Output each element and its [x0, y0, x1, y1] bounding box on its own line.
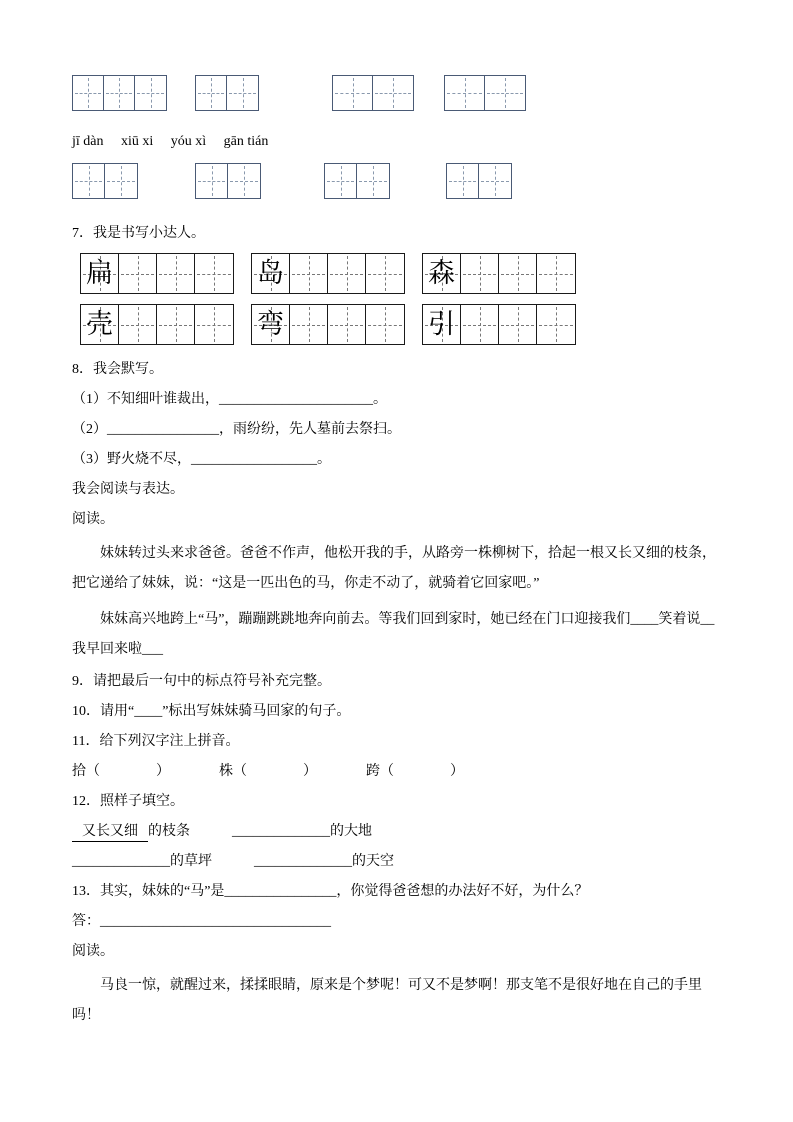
practice-cell	[499, 305, 537, 344]
writing-grid	[195, 163, 261, 199]
q13-label: 13．其实，妹妹的“马”是________________，你觉得爸爸想的办法好不好，为什么？	[72, 884, 589, 899]
q10-label: 10．请用“____”标出写妹妹骑马回家的句子。	[72, 704, 351, 719]
q12-suffix-branches: 的枝条	[148, 824, 190, 839]
model-character: 森	[428, 258, 455, 288]
practice-cell	[290, 305, 328, 344]
character-practice-grid	[251, 304, 405, 345]
reading1-label: 阅读。	[72, 512, 114, 527]
q7-label: 7．我是书写小达人。	[72, 226, 205, 241]
grid-cell	[445, 76, 485, 110]
practice-cell	[119, 305, 157, 344]
grid-cell	[73, 164, 105, 198]
grid-cell	[333, 76, 373, 110]
model-char-cell	[81, 305, 119, 344]
practice-cell	[328, 254, 366, 293]
practice-cell	[366, 254, 404, 293]
grid-cell	[485, 76, 525, 110]
grid-cell	[373, 76, 413, 110]
grid-cell	[228, 164, 260, 198]
practice-cell	[537, 305, 575, 344]
q12-blank-3: ______________	[254, 854, 352, 869]
q13-answer-line: 答：_________________________________	[72, 914, 331, 929]
writing-grid	[195, 75, 259, 111]
character-practice-grid	[80, 304, 234, 345]
answer-grid-row-bottom	[72, 163, 720, 199]
character-practice-grid	[80, 253, 234, 294]
writing-grid	[324, 163, 390, 199]
grid-cell	[104, 76, 135, 110]
grid-cell	[196, 164, 228, 198]
model-character: 扁	[86, 258, 113, 288]
grid-cell	[325, 164, 357, 198]
reading1-paragraph-2: 妹妹高兴地跨上“马”，蹦蹦跳跳地奔向前去。等我们回到家时，她已经在门口迎接我们____笑着说__我早回来啦___	[72, 612, 715, 657]
grid-cell	[196, 76, 227, 110]
writing-grid	[444, 75, 526, 111]
character-practice-grid	[251, 253, 405, 294]
practice-cell	[537, 254, 575, 293]
q12-blank-2: ______________	[72, 854, 170, 869]
q12-suffix-lawn: 的草坪	[170, 854, 212, 869]
practice-cell	[328, 305, 366, 344]
q11-label: 11．给下列汉字注上拼音。	[72, 734, 240, 749]
practice-cell	[157, 305, 195, 344]
model-character: 引	[428, 309, 455, 339]
practice-cell	[461, 305, 499, 344]
reading1-paragraph-1: 妹妹转过头来求爸爸。爸爸不作声，他松开我的手，从路旁一株柳树下，拾起一根又长又细的枝条，把它递给了妹妹，说：“这是一匹出色的马，你走不动了，就骑着它回家吧。”	[72, 546, 716, 591]
model-character: 壳	[86, 309, 113, 339]
practice-cell	[157, 254, 195, 293]
grid-cell	[447, 164, 479, 198]
q7-practice-row-2	[72, 304, 720, 345]
q7-practice-row-1	[72, 253, 720, 294]
reading2-paragraph: 马良一惊，就醒过来，揉揉眼睛，原来是个梦呢！可又不是梦啊！那支笔不是很好地在自己的手里吗！	[72, 978, 702, 1023]
q8-item-3: （3）野火烧不尽，__________________。	[72, 452, 331, 467]
grid-cell	[135, 76, 166, 110]
practice-cell	[366, 305, 404, 344]
model-char-cell	[423, 254, 461, 293]
writing-grid	[446, 163, 512, 199]
q8-label: 8．我会默写。	[72, 362, 163, 377]
grid-cell	[357, 164, 389, 198]
model-character: 弯	[257, 309, 284, 339]
q12-example-underlined: 又长又细	[72, 824, 148, 842]
answer-grid-row-top	[72, 75, 720, 111]
q9-label: 9．请把最后一句中的标点符号补充完整。	[72, 674, 331, 689]
model-char-cell	[252, 254, 290, 293]
pinyin-prompt: jī dàn xiū xi yóu xì gān tián	[72, 134, 269, 149]
model-character: 岛	[257, 258, 284, 288]
practice-cell	[461, 254, 499, 293]
q12-line-1	[72, 821, 720, 843]
model-char-cell	[81, 254, 119, 293]
section-reading-express: 我会阅读与表达。	[72, 482, 184, 497]
grid-cell	[73, 76, 104, 110]
writing-grid	[72, 75, 167, 111]
grid-cell	[105, 164, 137, 198]
q12-suffix-earth: 的大地	[330, 824, 372, 839]
q12-line-2	[72, 851, 720, 873]
practice-cell	[195, 254, 233, 293]
q8-item-2: （2）________________，雨纷纷，先人墓前去祭扫。	[72, 422, 401, 437]
grid-cell	[479, 164, 511, 198]
practice-cell	[195, 305, 233, 344]
q11-pinyin-blanks: 拾（ ） 株（ ） 跨（ ）	[72, 764, 464, 779]
writing-grid	[332, 75, 414, 111]
grid-cell	[227, 76, 258, 110]
character-practice-grid	[422, 253, 576, 294]
practice-cell	[499, 254, 537, 293]
model-char-cell	[423, 305, 461, 344]
model-char-cell	[252, 305, 290, 344]
practice-cell	[290, 254, 328, 293]
q12-label: 12．照样子填空。	[72, 794, 184, 809]
q8-item-1: （1）不知细叶谁裁出，______________________。	[72, 392, 387, 407]
character-practice-grid	[422, 304, 576, 345]
writing-grid	[72, 163, 138, 199]
q12-blank-1: ______________	[232, 824, 330, 839]
practice-cell	[119, 254, 157, 293]
q12-suffix-sky: 的天空	[352, 854, 394, 869]
reading2-label: 阅读。	[72, 944, 114, 959]
